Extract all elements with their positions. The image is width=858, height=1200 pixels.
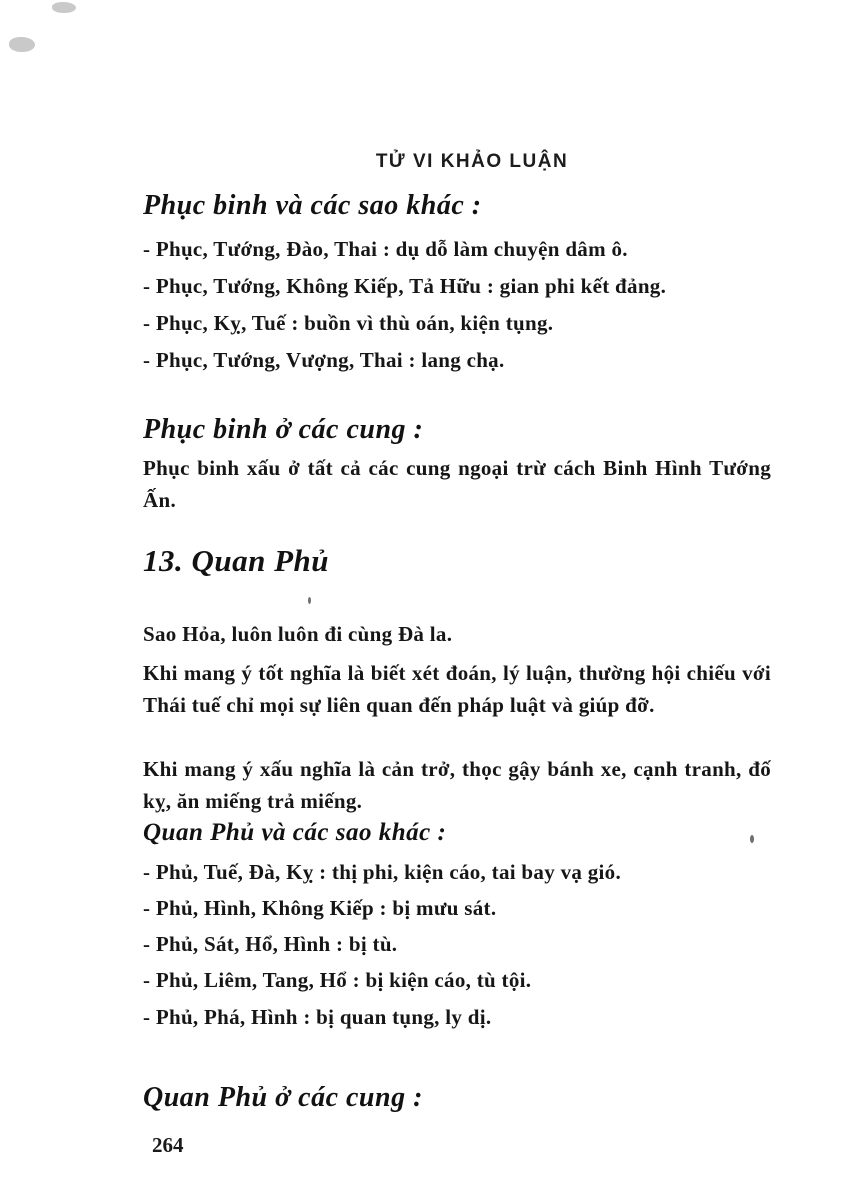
bullet-line: - Phủ, Sát, Hổ, Hình : bị tù. bbox=[143, 932, 398, 956]
heading-quan-phu: 13. Quan Phủ bbox=[143, 543, 330, 578]
heading-quan-phu-cac-cung: Quan Phủ ở các cung : bbox=[143, 1082, 423, 1113]
bullet-line: - Phục, Tướng, Không Kiếp, Tả Hữu : gian phi kết đảng. bbox=[143, 274, 667, 298]
bullet-line: - Phủ, Hình, Không Kiếp : bị mưu sát. bbox=[143, 896, 497, 920]
paragraph-y-tot: Khi mang ý tốt nghĩa là biết xét đoán, lý luận, thường hội chiếu với Thái tuế chỉ mọi sự liên quan đến pháp luật và giúp đỡ. bbox=[143, 661, 771, 717]
paragraph-sao-hoa: Sao Hỏa, luôn luôn đi cùng Đà la. bbox=[143, 622, 453, 646]
bullet-line: - Phủ, Phá, Hình : bị quan tụng, ly dị. bbox=[143, 1005, 492, 1029]
bullet-line: - Phục, Kỵ, Tuế : buồn vì thù oán, kiện tụng. bbox=[143, 311, 554, 335]
bullet-line: - Phục, Tướng, Vượng, Thai : lang chạ. bbox=[143, 348, 505, 372]
paragraph-y-xau: Khi mang ý xấu nghĩa là cản trở, thọc gậy bánh xe, cạnh tranh, đố kỵ, ăn miếng trả miếng. bbox=[143, 757, 771, 813]
bullet-line: - Phủ, Tuế, Đà, Kỵ : thị phi, kiện cáo, tai bay vạ gió. bbox=[143, 860, 621, 884]
scan-artifact-speck-center bbox=[308, 597, 311, 604]
running-header: TỬ VI KHẢO LUẬN bbox=[375, 151, 569, 172]
page-number: 264 bbox=[152, 1133, 184, 1157]
heading-quan-phu-sao-khac: Quan Phủ và các sao khác : bbox=[143, 819, 447, 846]
bullet-line: - Phục, Tướng, Đào, Thai : dụ dỗ làm chuyện dâm ô. bbox=[143, 237, 628, 261]
paragraph-phuc-binh-cac-cung: Phục binh xấu ở tất cả các cung ngoại trừ cách Binh Hình Tướng Ấn. bbox=[143, 456, 771, 512]
scan-artifact-top-1 bbox=[52, 2, 76, 13]
scan-artifact-top-2 bbox=[9, 37, 35, 52]
heading-phuc-binh-sao-khac: Phục binh và các sao khác : bbox=[143, 190, 482, 221]
bullet-line: - Phủ, Liêm, Tang, Hổ : bị kiện cáo, tù tội. bbox=[143, 968, 532, 992]
heading-phuc-binh-cac-cung: Phục binh ở các cung : bbox=[143, 414, 424, 445]
